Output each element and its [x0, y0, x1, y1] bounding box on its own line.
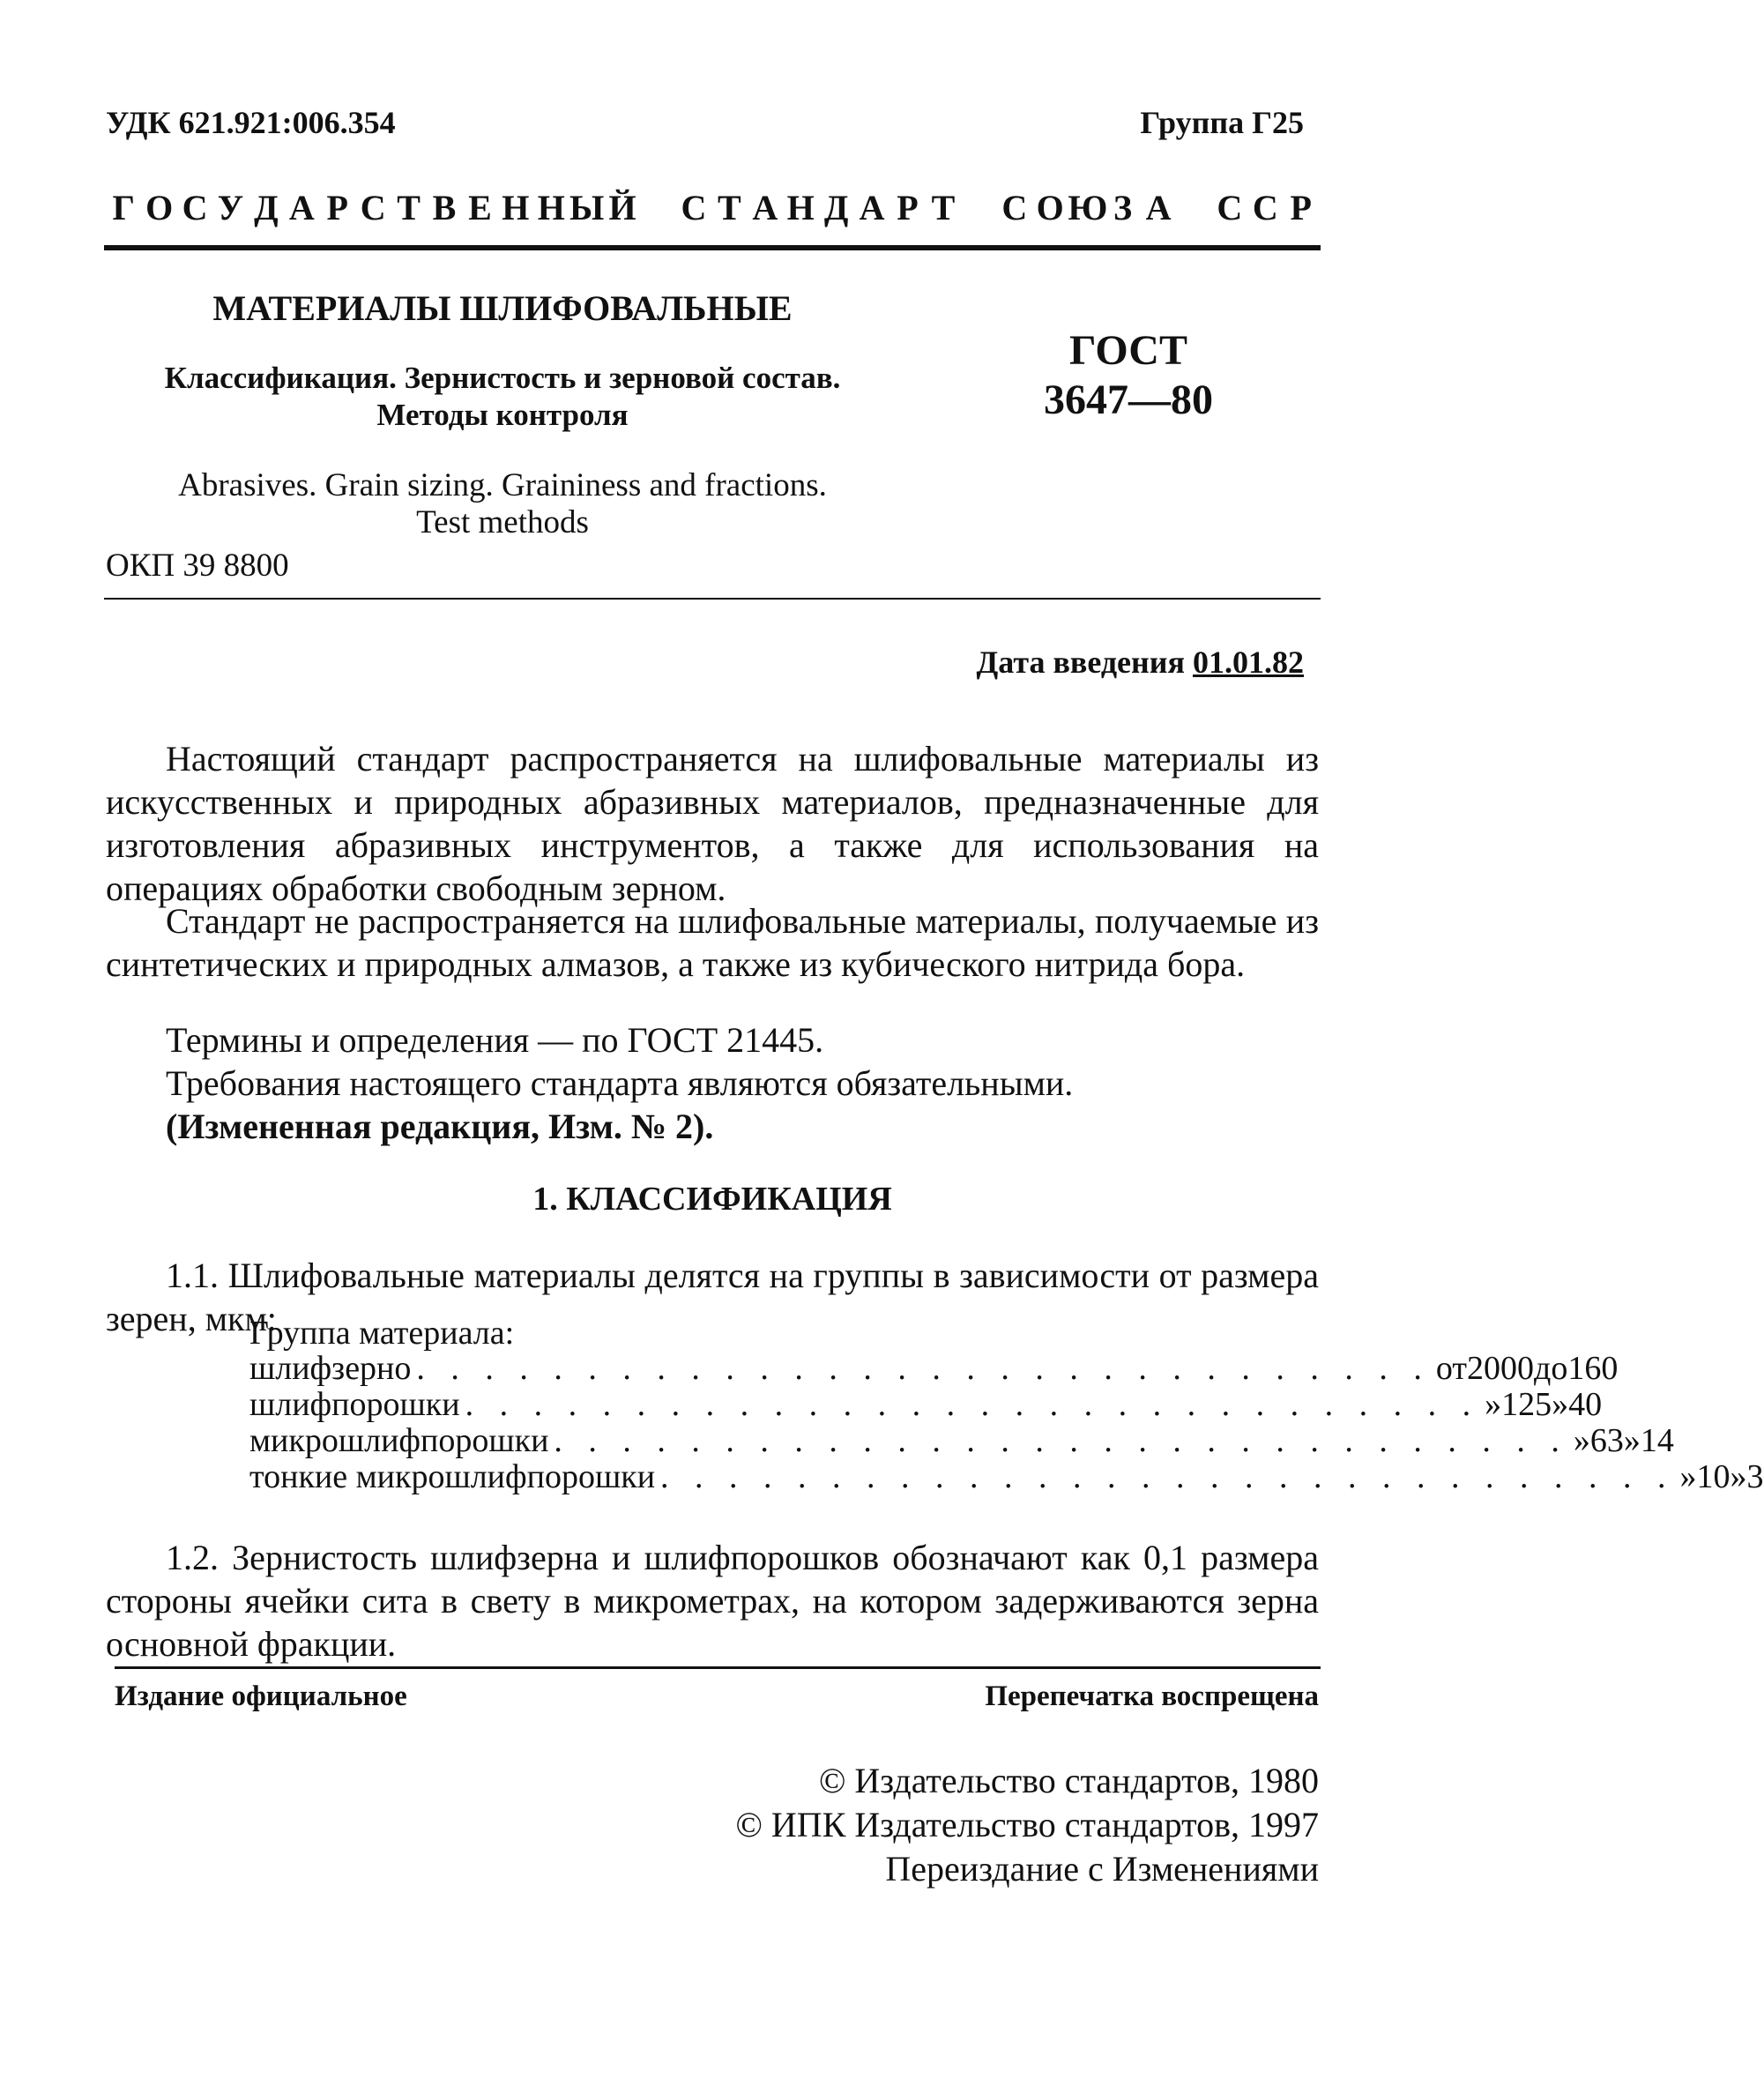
amendment-note: (Измененная редакция, Изм. № 2).: [166, 1107, 714, 1146]
row-name: шлифзерно: [249, 1350, 412, 1387]
row-mid: »: [1552, 1386, 1569, 1423]
copyright-block: [736, 1759, 1319, 1891]
group-code: Группа Г25: [1140, 105, 1304, 140]
row-to: 160: [1567, 1350, 1619, 1387]
leader-dots: . . . . . . . . . . . . . . . . . . . . . . . . . . . . . .: [660, 1458, 1675, 1495]
banner-letter: Ю: [1068, 188, 1108, 227]
effective-date-label: Дата введения: [976, 645, 1185, 680]
udk-code: УДК 621.921:006.354: [106, 105, 396, 140]
official-edition: Издание официальное: [115, 1680, 407, 1712]
row-prefix: »: [1573, 1422, 1590, 1459]
banner-space: [1176, 187, 1211, 228]
table-row: [249, 1458, 1764, 1495]
banner-letter: Н: [537, 188, 565, 227]
row-name: микрошлифпорошки: [249, 1422, 549, 1459]
row-to: 3: [1746, 1458, 1764, 1495]
banner-letter: Н: [786, 188, 815, 227]
row-from: 125: [1501, 1386, 1552, 1423]
banner-letter: Г: [112, 188, 135, 227]
effective-date: [977, 644, 1305, 681]
clause-1-1: 1.1. Шлифовальные материалы делятся на группы в зависимости от размера зерен, мкм:: [106, 1256, 1319, 1338]
row-prefix: от: [1435, 1350, 1468, 1387]
banner-letter: Ы: [569, 188, 605, 227]
table-row: [249, 1422, 1674, 1459]
row-name: тонкие микрошлифпорошки: [249, 1458, 656, 1495]
english-title-line-1: Abrasives. Grain sizing. Graininess and fractions.: [178, 467, 827, 503]
reprint-prohibited: Перепечатка воспрещена: [985, 1680, 1319, 1712]
banner-letter: Т: [397, 188, 421, 227]
leader-dots: . . . . . . . . . . . . . . . . . . . . . . . . . . . . . .: [554, 1422, 1568, 1459]
banner-letter: Е: [468, 188, 492, 227]
document-subtitle: [106, 360, 899, 434]
okp-code: ОКП 39 8800: [106, 548, 289, 584]
intro-paragraph-1: Настоящий стандарт распространяется на шлифовальные материалы из искусственных и природных абразивных материалов, предназначенные для изготовления абразивных инструментов, а также для использования на операциях обработки свободным зерном.: [106, 739, 1319, 908]
standard-banner: [106, 187, 1319, 228]
banner-letter: О: [1036, 188, 1064, 227]
section-heading: 1. КЛАССИФИКАЦИЯ: [532, 1181, 892, 1218]
gost-number: 3647—80: [1044, 376, 1213, 423]
banner-letter: Н: [502, 188, 530, 227]
row-from: 2000: [1467, 1350, 1535, 1387]
copyright-1980: © Издательство стандартов, 1980: [818, 1761, 1319, 1800]
leader-dots: . . . . . . . . . . . . . . . . . . . . . . . . . . . . . .: [416, 1350, 1431, 1387]
row-mid: до: [1534, 1350, 1568, 1387]
banner-letter: С: [1252, 188, 1278, 227]
banner-letter: Т: [718, 188, 741, 227]
banner-letter: З: [1113, 188, 1133, 227]
banner-letter: Д: [254, 188, 279, 227]
row-to: 40: [1568, 1386, 1603, 1423]
intro-paragraph-4: Требования настоящего стандарта являются обязательными.: [166, 1063, 1074, 1103]
banner-letter: А: [1145, 188, 1172, 227]
banner-space: [640, 187, 675, 228]
header-divider: [104, 245, 1321, 250]
gost-label: ГОСТ: [1069, 327, 1187, 374]
banner-letter: О: [145, 188, 174, 227]
effective-date-value: 01.01.82: [1193, 645, 1304, 680]
banner-letter: Т: [931, 188, 956, 227]
reissue-note: Переиздание с Изменениями: [885, 1849, 1319, 1889]
title-divider: [104, 598, 1321, 600]
subtitle-line-1: Классификация. Зернистость и зерновой состав.: [164, 361, 841, 395]
gost-designation: [996, 326, 1261, 425]
table-row: [249, 1386, 1603, 1423]
row-from: 63: [1589, 1422, 1624, 1459]
subtitle-line-2: Методы контроля: [376, 398, 629, 432]
banner-letter: Р: [897, 188, 919, 227]
material-groups-table: [249, 1350, 1764, 1495]
leader-dots: . . . . . . . . . . . . . . . . . . . . . . . . . . . . . .: [465, 1386, 1480, 1423]
banner-letter: А: [859, 188, 885, 227]
copyright-1997: © ИПК Издательство стандартов, 1997: [735, 1805, 1319, 1844]
row-mid: »: [1623, 1422, 1641, 1459]
banner-letter: Р: [1290, 188, 1312, 227]
banner-letter: Д: [823, 188, 849, 227]
banner-space: [961, 187, 996, 228]
footer-divider: [115, 1666, 1321, 1669]
english-title: [106, 467, 899, 541]
intro-paragraph-2: Стандарт не распространяется на шлифовальные материалы, получаемые из синтетических и природных алмазов, а также из кубического нитрида бора.: [106, 901, 1319, 984]
banner-letter: С: [360, 188, 386, 227]
banner-letter: А: [752, 188, 778, 227]
row-to: 14: [1640, 1422, 1674, 1459]
document-title: МАТЕРИАЛЫ ШЛИФОВАЛЬНЫЕ: [212, 288, 793, 328]
table-row: [249, 1350, 1619, 1387]
banner-letter: А: [288, 188, 315, 227]
banner-letter: Р: [326, 188, 348, 227]
banner-letter: В: [432, 188, 457, 227]
intro-paragraph-3: Термины и определения — по ГОСТ 21445.: [166, 1020, 824, 1060]
english-title-line-2: Test methods: [416, 504, 589, 540]
row-mid: »: [1730, 1458, 1747, 1495]
banner-letter: С: [681, 188, 707, 227]
table-caption: Группа материала:: [249, 1315, 515, 1352]
banner-letter: С: [182, 188, 208, 227]
clause-1-2: 1.2. Зернистость шлифзерна и шлифпорошков обозначают как 0,1 размера стороны ячейки сита в свету в микрометрах, на котором задерживаются зерна основной фракции.: [106, 1538, 1319, 1664]
banner-letter: С: [1001, 188, 1028, 227]
banner-letter: У: [217, 188, 244, 227]
row-from: 10: [1696, 1458, 1731, 1495]
row-prefix: »: [1679, 1458, 1697, 1495]
banner-letter: Й: [608, 188, 636, 227]
row-name: шлифпорошки: [249, 1386, 460, 1423]
row-prefix: »: [1485, 1386, 1502, 1423]
banner-letter: С: [1217, 188, 1243, 227]
